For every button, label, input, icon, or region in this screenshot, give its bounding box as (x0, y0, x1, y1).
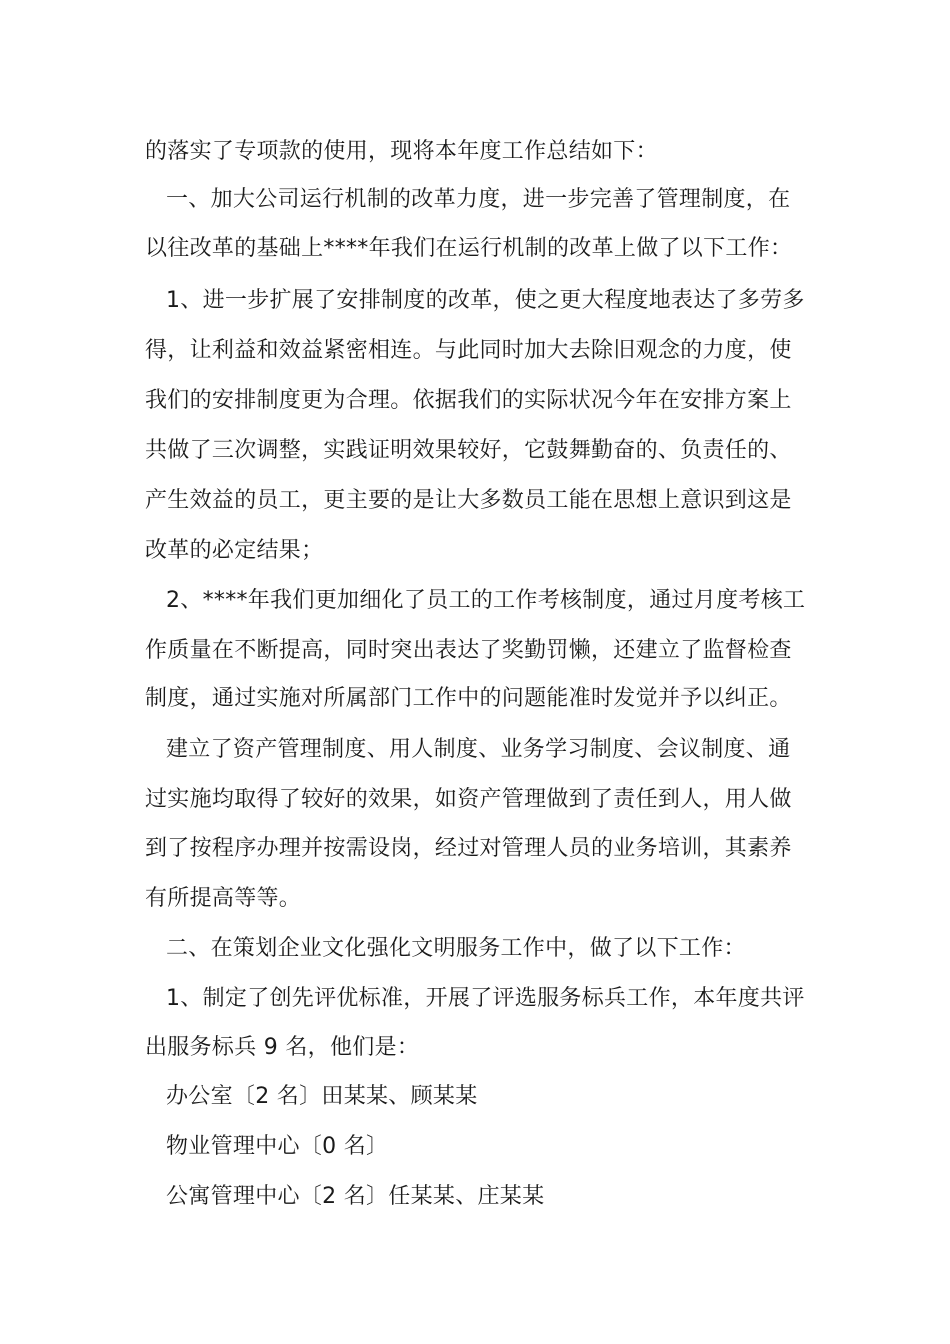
award-list-item: 物业管理中心〔0 名〕 (166, 1134, 389, 1159)
paragraph-line: 产生效益的员工，更主要的是让大多数员工能在思想上意识到这是 (145, 488, 792, 513)
list-item-2: 2、****年我们更加细化了员工的工作考核制度，通过月度考核工 (166, 588, 806, 613)
paragraph-line: 到了按程序办理并按需设岗，经过对管理人员的业务培训，其素养 (145, 836, 792, 861)
paragraph-line: 过实施均取得了较好的效果，如资产管理做到了责任到人，用人做 (145, 787, 792, 812)
paragraph-line: 出服务标兵 9 名，他们是： (145, 1035, 420, 1060)
paragraph-line: 以往改革的基础上****年我们在运行机制的改革上做了以下工作： (145, 236, 793, 261)
section-heading-1: 一、加大公司运行机制的改革力度，进一步完善了管理制度，在 (166, 187, 791, 212)
award-list-item: 办公室〔2 名〕田某某、顾某某 (166, 1084, 478, 1109)
paragraph-line: 建立了资产管理制度、用人制度、业务学习制度、会议制度、通 (166, 737, 791, 762)
paragraph-line: 共做了三次调整，实践证明效果较好，它鼓舞勤奋的、负责任的、 (145, 438, 792, 463)
paragraph-line: 作质量在不断提高，同时突出表达了奖勤罚懒，还建立了监督检查 (145, 638, 792, 663)
award-list-item: 公寓管理中心〔2 名〕任某某、庄某某 (166, 1184, 545, 1209)
list-item-1: 1、进一步扩展了安排制度的改革，使之更大程度地表达了多劳多 (166, 288, 805, 313)
list-item-1: 1、制定了创先评优标准，开展了评选服务标兵工作，本年度共评 (166, 986, 805, 1011)
section-heading-2: 二、在策划企业文化强化文明服务工作中，做了以下工作： (166, 936, 746, 961)
paragraph-line: 制度，通过实施对所属部门工作中的问题能准时发觉并予以纠正。 (145, 686, 792, 711)
paragraph-line: 的落实了专项款的使用，现将本年度工作总结如下： (145, 139, 658, 164)
paragraph-line: 有所提高等等。 (145, 886, 302, 911)
paragraph-line: 我们的安排制度更为合理。依据我们的实际状况今年在安排方案上 (145, 388, 792, 413)
paragraph-line: 得，让利益和效益紧密相连。与此同时加大去除旧观念的力度，使 (145, 338, 792, 363)
paragraph-line: 改革的必定结果； (145, 538, 324, 563)
